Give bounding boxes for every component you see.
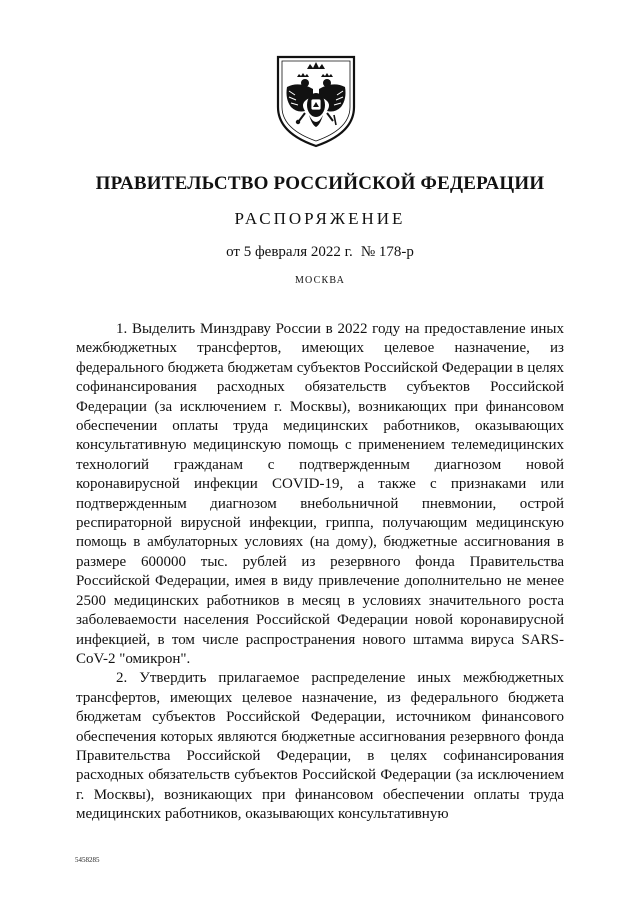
document-body xyxy=(76,320,564,825)
document-date: от 5 февраля 2022 г. xyxy=(226,244,353,260)
coat-of-arms-icon xyxy=(275,55,357,148)
document-type: РАСПОРЯЖЕНИЕ xyxy=(234,209,406,228)
paragraph-1: 1. Выделить Минздраву России в 2022 году на предоставление иных межбюджетных трансфертов, имеющих целевое назначение, из федерального бюджета бюджетам субъектов Российской Федерации в целях софинансирования расходных обязательств субъектов Российской Федерации (за исключением г. Москвы), возникающих при финансовом обеспечении оплаты труда медицинских работников, оказывающих консультативную медицинскую помощь с применением телемедицинских технологий гражданам с подтвержденным диагнозом новой коронавирусной инфекции COVID-19, а также с признаками или подтвержденным диагнозом внебольничной пневмонии, острой респираторной вирусной инфекции, гриппа, получающим медицинскую помощь в амбулаторных условиях (на дому), бюджетные ассигнования в размере 600000 тыс. рублей из резервного фонда Правительства Российской Федерации, имея в виду привлечение дополнительно не менее 2500 медицинских работников в месяц в условиях значительного роста заболеваемости населения Российской Федерации новой коронавирусной инфекцией, в том числе распространения нового штамма вируса SARS-CoV-2 "омикрон". xyxy=(76,321,564,667)
government-title: ПРАВИТЕЛЬСТВО РОССИЙСКОЙ ФЕДЕРАЦИИ xyxy=(95,173,545,194)
footer-document-code: 5458285 xyxy=(75,856,100,864)
document-date-line xyxy=(0,244,640,261)
paragraph-2: 2. Утвердить прилагаемое распределение иных межбюджетных трансфертов, имеющих целевое назначение, из федерального бюджета бюджетам субъектов Российской Федерации, источником финансового обеспечения которых являются бюджетные ассигнования резервного фонда Правительства Российской Федерации, в целях софинансирования расходных обязательств субъектов Российской Федерации (за исключением г. Москвы), возникающих при финансовом обеспечении оплаты труда медицинских работников, оказывающих консультативную xyxy=(76,670,564,823)
document-city: МОСКВА xyxy=(294,275,346,286)
document-number: № 178-р xyxy=(360,244,414,260)
